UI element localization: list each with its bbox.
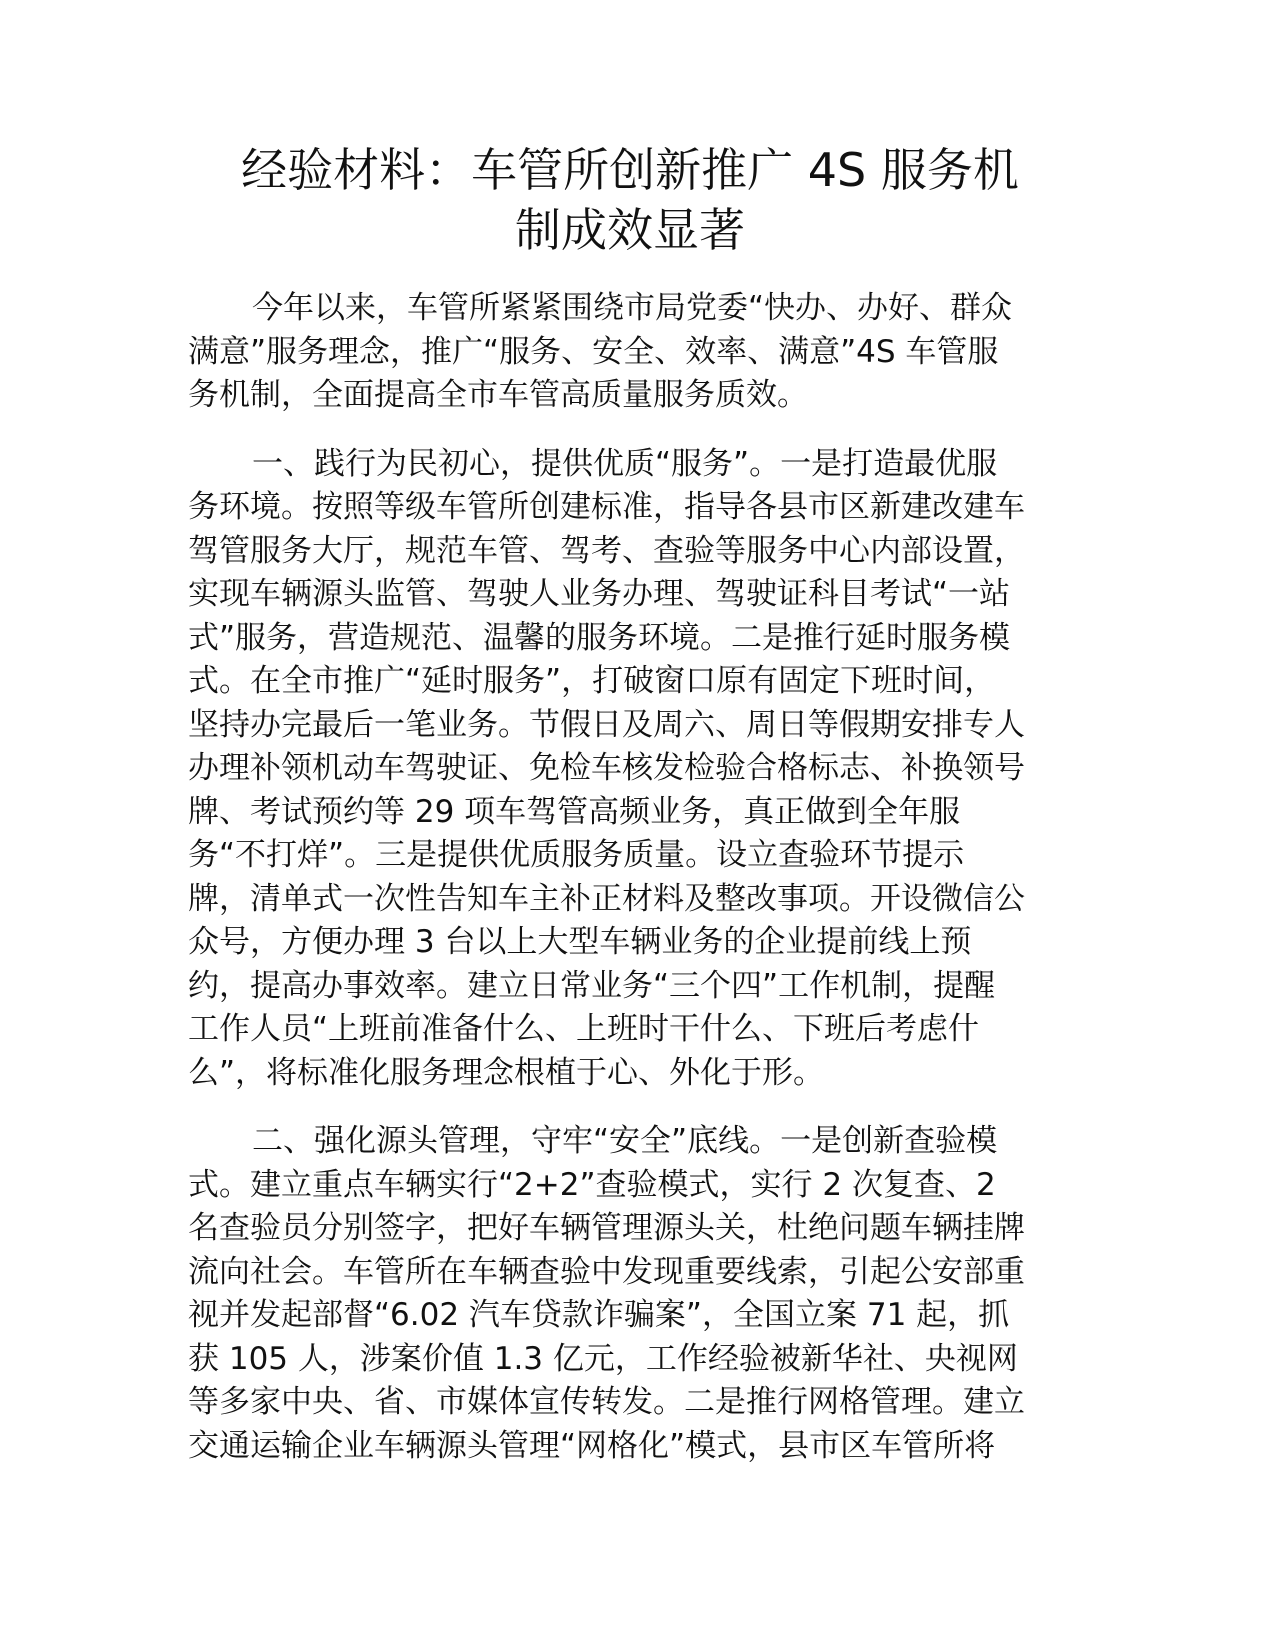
- text-line: 交通运输企业车辆源头管理“网格化”模式，县市区车管所将: [188, 1427, 996, 1464]
- text-line: 流向社会。车管所在车辆查验中发现重要线索，引起公安部重: [188, 1253, 1025, 1290]
- text-line: 众号，方便办理 3 台以上大型车辆业务的企业提前线上预: [188, 924, 972, 960]
- text-line: 二、强化源头管理，守牢“安全”底线。一是创新查验模: [252, 1123, 998, 1159]
- title-line: 经验材料：车管所创新推广 4S 服务机: [241, 143, 1019, 197]
- text-line: 获 105 人，涉案价值 1.3 亿元，工作经验被新华社、央视网: [188, 1340, 1018, 1377]
- title-line: 制成效显著: [515, 203, 745, 257]
- text-line: 等多家中央、省、市媒体宣传转发。二是推行网格管理。建立: [188, 1384, 1025, 1420]
- text-line: 务机制，全面提高全市车管高质量服务质效。: [188, 377, 808, 413]
- text-line: 牌，清单式一次性告知车主补正材料及整改事项。开设微信公: [188, 880, 1025, 917]
- text-line: 名查验员分别签字，把好车辆管理源头关，杜绝问题车辆挂牌: [188, 1210, 1025, 1246]
- text-line: 式。在全市推广“延时服务”，打破窗口原有固定下班时间，: [188, 663, 996, 699]
- text-line: 工作人员“上班前准备什么、上班时干什么、下班后考虑什: [188, 1011, 980, 1047]
- document-title: [180, 140, 1080, 260]
- text-line: 视并发起部督“6.02 汽车贷款诈骗案”，全国立案 71 起，抓: [188, 1297, 1010, 1333]
- text-line: 务环境。按照等级车管所创建标准，指导各县市区新建改建车: [188, 489, 1025, 525]
- text-line: 实现车辆源头监管、驾驶人业务办理、驾驶证科目考试“一站: [188, 576, 1011, 612]
- text-line: 驾管服务大厅，规范车管、驾考、查验等服务中心内部设置，: [188, 532, 1025, 569]
- text-line: 务“不打烊”。三是提供优质服务质量。设立查验环节提示: [188, 837, 965, 873]
- text-line: 牌、考试预约等 29 项车驾管高频业务，真正做到全年服: [188, 793, 961, 830]
- text-line: 式。建立重点车辆实行“2+2”查验模式，实行 2 次复查、2: [188, 1166, 996, 1203]
- text-line: 约，提高办事效率。建立日常业务“三个四”工作机制，提醒: [188, 967, 996, 1004]
- text-line: 式”服务，营造规范、温馨的服务环境。二是推行延时服务模: [188, 619, 1011, 656]
- paragraph-safety: [188, 1120, 1088, 1468]
- text-line: 么”，将标准化服务理念根植于心、外化于形。: [188, 1054, 825, 1091]
- paragraph-intro: [188, 287, 1088, 418]
- text-line: 坚持办完最后一笔业务。节假日及周六、周日等假期安排专人: [188, 706, 1025, 743]
- paragraph-service: [188, 443, 1088, 1096]
- text-line: 一、践行为民初心，提供优质“服务”。一是打造最优服: [252, 445, 998, 482]
- document-body: [188, 287, 1088, 1493]
- text-line: 今年以来，车管所紧紧围绕市局党委“快办、办好、群众: [252, 290, 1013, 326]
- text-line: 办理补领机动车驾驶证、免检车核发检验合格标志、补换领号: [188, 750, 1025, 786]
- text-line: 满意”服务理念，推广“服务、安全、效率、满意”4S 车管服: [188, 333, 999, 370]
